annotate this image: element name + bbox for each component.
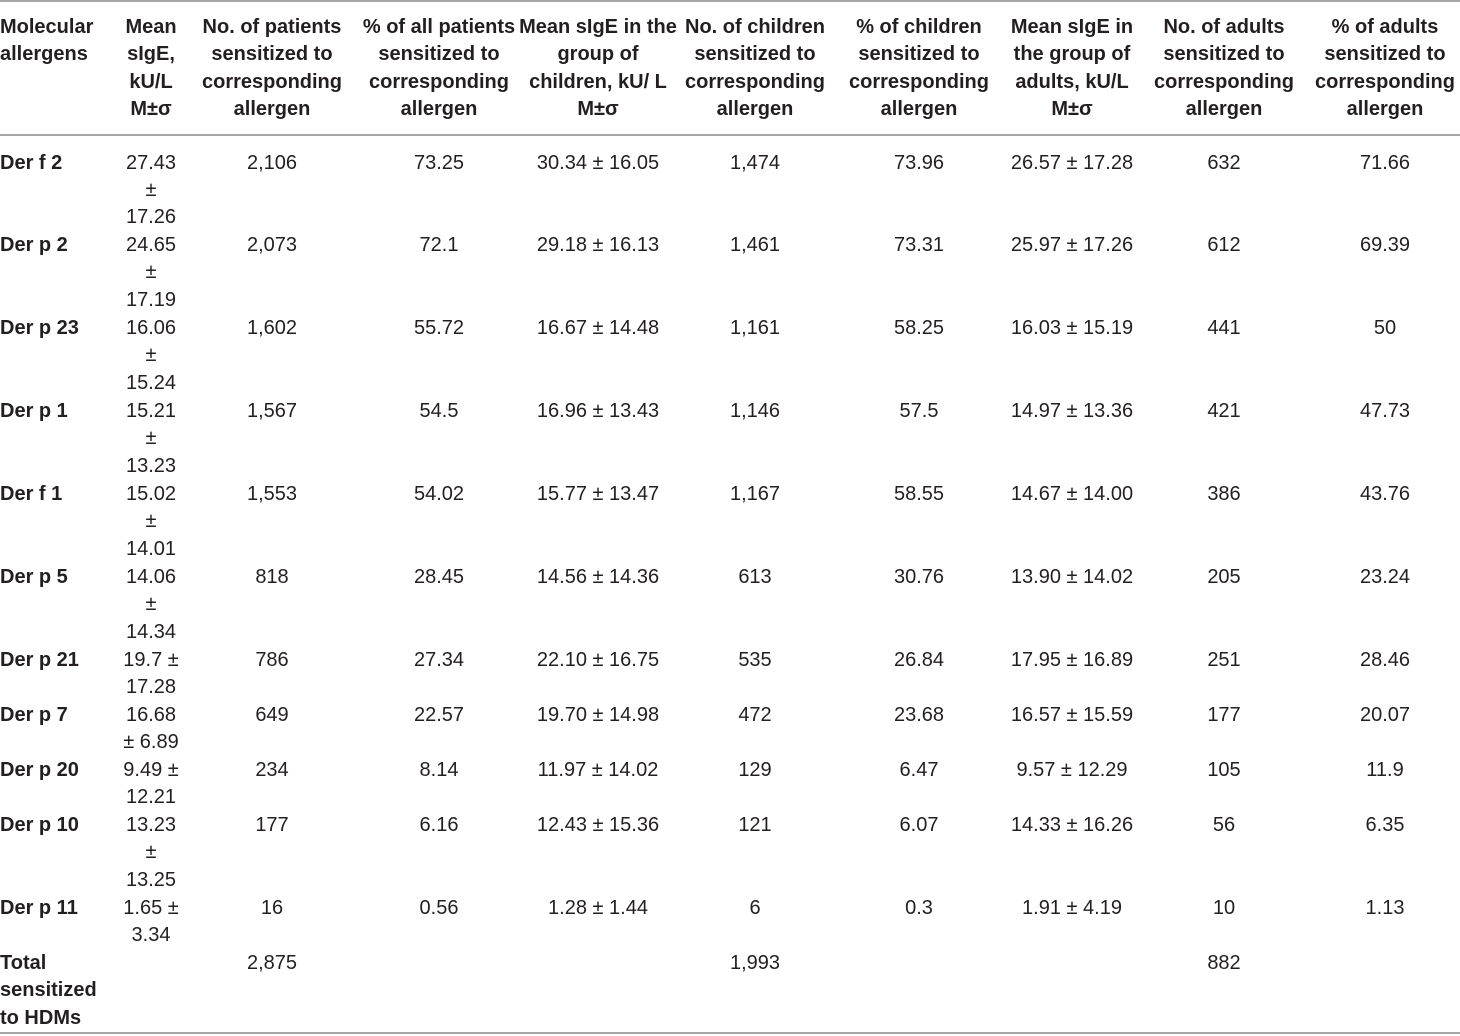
cell-mean-sige-adults: 1.91 ± 4.19 — [1022, 896, 1122, 919]
cell-no-adults: 421 — [1207, 399, 1241, 422]
cell-allergen-name: Der p 1 — [0, 399, 68, 422]
cell-mean-sige-adults: 14.67 ± 14.00 — [1010, 482, 1134, 505]
cell-allergen-name: Der p 2 — [0, 233, 68, 256]
cell-allergen-name: Total sensitized to HDMs — [0, 951, 97, 1029]
cell-mean-sige-children: 16.67 ± 14.48 — [536, 316, 660, 339]
cell-mean-sige-children: 19.70 ± 14.98 — [536, 703, 660, 726]
cell-mean-sige: 15.02 ± 14.01 — [125, 482, 177, 560]
table-body — [0, 135, 1460, 1033]
table-row — [0, 564, 1460, 647]
table-header — [0, 1, 1460, 135]
table-row — [0, 895, 1460, 950]
cell-no-adults: 105 — [1207, 758, 1241, 781]
cell-pct-all-patients: 6.16 — [419, 813, 459, 836]
cell-pct-children: 58.25 — [893, 316, 945, 339]
cell-pct-children: 73.31 — [893, 233, 945, 256]
cell-mean-sige-children: 29.18 ± 16.13 — [536, 233, 660, 256]
cell-mean-sige-adults: 9.57 ± 12.29 — [1016, 758, 1128, 781]
cell-no-patients: 2,073 — [246, 233, 298, 256]
cell-no-patients: 16 — [260, 896, 284, 919]
cell-mean-sige-adults: 25.97 ± 17.26 — [1010, 233, 1134, 256]
cell-no-children: 1,146 — [729, 399, 781, 422]
cell-pct-adults: 43.76 — [1359, 482, 1411, 505]
cell-mean-sige-adults: 26.57 ± 17.28 — [1010, 151, 1134, 174]
cell-no-adults: 632 — [1207, 151, 1241, 174]
cell-mean-sige-adults: 16.57 ± 15.59 — [1010, 703, 1134, 726]
table-row — [0, 398, 1460, 481]
cell-mean-sige: 9.49 ± 12.21 — [123, 758, 179, 809]
cell-pct-all-patients: 54.02 — [413, 482, 465, 505]
cell-allergen-name: Der f 2 — [0, 151, 63, 174]
cell-no-children: 1,993 — [729, 951, 781, 974]
cell-pct-all-patients: 28.45 — [413, 565, 465, 588]
cell-mean-sige: 1.65 ± 3.34 — [123, 896, 179, 947]
cell-no-patients: 2,875 — [246, 951, 298, 974]
cell-pct-adults: 71.66 — [1359, 151, 1411, 174]
cell-pct-all-patients: 27.34 — [413, 648, 465, 671]
cell-mean-sige: 14.06 ± 14.34 — [125, 565, 177, 643]
cell-mean-sige: 15.21 ± 13.23 — [125, 399, 177, 477]
cell-no-adults: 251 — [1207, 648, 1241, 671]
cell-mean-sige: 16.68 ± 6.89 — [123, 703, 179, 754]
cell-no-patients: 234 — [255, 758, 289, 781]
cell-pct-adults — [1310, 950, 1460, 1033]
cell-no-adults: 10 — [1212, 896, 1236, 919]
cell-pct-children — [832, 950, 1006, 1033]
table-row — [0, 757, 1460, 812]
cell-no-adults: 177 — [1207, 703, 1241, 726]
table-row — [0, 135, 1460, 232]
cell-allergen-name: Der p 20 — [0, 758, 79, 781]
cell-no-children: 535 — [738, 648, 772, 671]
cell-pct-all-patients: 72.1 — [419, 233, 459, 256]
cell-no-children: 1,474 — [729, 151, 781, 174]
cell-pct-children: 23.68 — [893, 703, 945, 726]
header-no-patients: No. of patients sensitized to corresponding allergen — [201, 16, 342, 121]
table-row — [0, 702, 1460, 757]
cell-mean-sige-children: 22.10 ± 16.75 — [536, 648, 660, 671]
cell-mean-sige-adults — [1006, 950, 1138, 1033]
table-row — [0, 232, 1460, 315]
cell-pct-children: 58.55 — [893, 482, 945, 505]
cell-pct-children: 6.07 — [899, 813, 939, 836]
cell-allergen-name: Der p 23 — [0, 316, 79, 339]
cell-mean-sige-children: 11.97 ± 14.02 — [537, 758, 659, 781]
cell-no-children: 472 — [738, 703, 772, 726]
cell-pct-all-patients: 55.72 — [413, 316, 465, 339]
cell-pct-all-patients: 8.14 — [419, 758, 459, 781]
cell-allergen-name: Der p 11 — [0, 896, 78, 919]
cell-pct-children: 57.5 — [899, 399, 939, 422]
header-mean-sige-adults: Mean sIgE in the group of adults, kU/L M±σ — [1010, 16, 1134, 121]
cell-no-children: 129 — [738, 758, 772, 781]
cell-no-patients: 649 — [255, 703, 289, 726]
table-row — [0, 812, 1460, 895]
cell-no-adults: 205 — [1207, 565, 1241, 588]
cell-mean-sige-children: 15.77 ± 13.47 — [536, 482, 660, 505]
table-row — [0, 315, 1460, 398]
cell-no-children: 121 — [738, 813, 772, 836]
cell-no-patients: 2,106 — [246, 151, 298, 174]
cell-allergen-name: Der f 1 — [0, 482, 63, 505]
cell-no-children: 1,167 — [729, 482, 781, 505]
header-molecular-allergens: Molecular allergens — [0, 16, 94, 66]
cell-no-children: 1,461 — [729, 233, 781, 256]
cell-allergen-name: Der p 21 — [0, 648, 79, 671]
cell-pct-all-patients — [360, 950, 518, 1033]
header-no-adults: No. of adults sensitized to corresponding allergen — [1153, 16, 1294, 121]
cell-mean-sige: 19.7 ± 17.28 — [123, 648, 179, 699]
header-row — [0, 1, 1460, 135]
cell-pct-adults: 6.35 — [1365, 813, 1405, 836]
cell-mean-sige: 24.65 ± 17.19 — [125, 233, 177, 311]
header-no-children: No. of children sensitized to corresponding allergen — [684, 16, 825, 121]
table-row — [0, 950, 1460, 1033]
cell-pct-children: 6.47 — [899, 758, 939, 781]
cell-no-patients: 1,553 — [246, 482, 298, 505]
cell-pct-adults: 69.39 — [1359, 233, 1411, 256]
header-pct-children: % of children sensitized to corresponding allergen — [848, 16, 989, 121]
table-row — [0, 481, 1460, 564]
cell-allergen-name: Der p 10 — [0, 813, 79, 836]
cell-mean-sige-adults: 14.97 ± 13.36 — [1010, 399, 1134, 422]
cell-mean-sige-children — [518, 950, 678, 1033]
cell-mean-sige-adults: 14.33 ± 16.26 — [1010, 813, 1134, 836]
cell-pct-all-patients: 22.57 — [413, 703, 465, 726]
cell-pct-all-patients: 0.56 — [419, 896, 459, 919]
cell-pct-adults: 50 — [1373, 316, 1397, 339]
cell-mean-sige-adults: 16.03 ± 15.19 — [1010, 316, 1134, 339]
cell-no-children: 613 — [738, 565, 772, 588]
table-row — [0, 647, 1460, 702]
cell-no-children: 1,161 — [729, 316, 781, 339]
cell-no-adults: 612 — [1207, 233, 1241, 256]
cell-pct-children: 26.84 — [893, 648, 945, 671]
cell-no-adults: 386 — [1207, 482, 1241, 505]
cell-mean-sige-adults: 17.95 ± 16.89 — [1010, 648, 1134, 671]
cell-mean-sige-children: 30.34 ± 16.05 — [536, 151, 660, 174]
cell-pct-adults: 28.46 — [1359, 648, 1411, 671]
cell-pct-children: 30.76 — [893, 565, 945, 588]
cell-no-patients: 1,567 — [246, 399, 298, 422]
cell-no-adults: 882 — [1207, 951, 1241, 974]
cell-mean-sige-children: 1.28 ± 1.44 — [548, 896, 648, 919]
cell-mean-sige: 27.43 ± 17.26 — [125, 151, 177, 229]
cell-pct-adults: 11.9 — [1366, 758, 1404, 781]
cell-allergen-name: Der p 5 — [0, 565, 68, 588]
cell-no-children: 6 — [749, 896, 761, 919]
cell-no-patients: 177 — [255, 813, 289, 836]
cell-mean-sige-children: 12.43 ± 15.36 — [536, 813, 660, 836]
cell-pct-adults: 47.73 — [1359, 399, 1411, 422]
cell-pct-adults: 1.13 — [1365, 896, 1405, 919]
cell-no-patients: 818 — [255, 565, 289, 588]
cell-pct-all-patients: 54.5 — [419, 399, 459, 422]
header-mean-sige: Mean sIgE, kU/L M±σ — [125, 16, 177, 121]
header-mean-sige-children: Mean sIgE in the group of children, kU/ L M±σ — [519, 16, 677, 121]
cell-mean-sige-adults: 13.90 ± 14.02 — [1010, 565, 1134, 588]
cell-mean-sige: 13.23 ± 13.25 — [125, 813, 177, 891]
cell-pct-adults: 20.07 — [1359, 703, 1411, 726]
cell-no-adults: 56 — [1212, 813, 1236, 836]
cell-pct-all-patients: 73.25 — [413, 151, 465, 174]
cell-no-adults: 441 — [1207, 316, 1241, 339]
header-pct-adults: % of adults sensitized to corresponding allergen — [1314, 16, 1455, 121]
cell-mean-sige-children: 14.56 ± 14.36 — [536, 565, 660, 588]
header-pct-all-patients: % of all patients sensitized to corresponding allergen — [362, 16, 516, 121]
cell-mean-sige: 16.06 ± 15.24 — [125, 316, 177, 394]
cell-mean-sige — [118, 950, 184, 1033]
cell-allergen-name: Der p 7 — [0, 703, 68, 726]
cell-no-patients: 1,602 — [246, 316, 298, 339]
cell-no-patients: 786 — [255, 648, 289, 671]
cell-pct-children: 73.96 — [893, 151, 945, 174]
cell-pct-children: 0.3 — [905, 896, 933, 919]
cell-pct-adults: 23.24 — [1359, 565, 1411, 588]
cell-mean-sige-children: 16.96 ± 13.43 — [536, 399, 660, 422]
